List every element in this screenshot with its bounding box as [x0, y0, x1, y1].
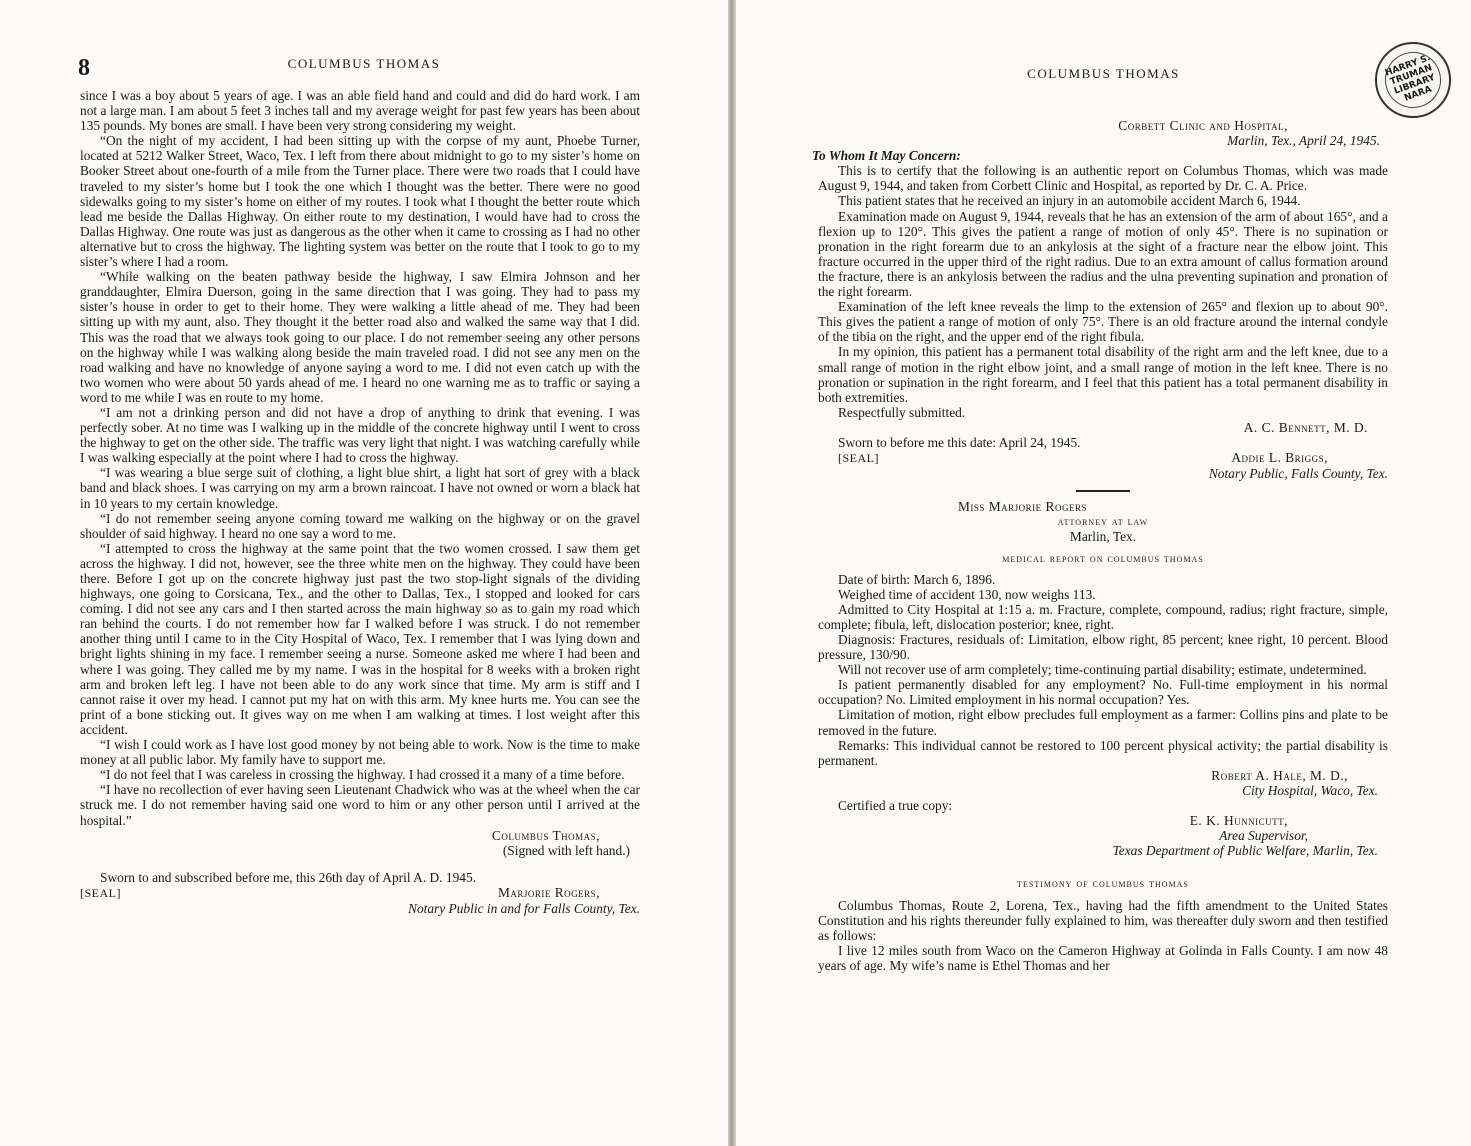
- letter-paragraph: In my opinion, this patient has a permanent total disability of the right arm and the left knee, due to a small range of motion in the right elbow joint, and a small range of motion in the left knee. There is no pronation or supination in the right forearm, and I feel that this patient has a total permanent disability in both extremities.: [818, 344, 1388, 405]
- paragraph: “I have no recollection of ever having seen Lieutenant Chadwick who was at the wheel when the car struck me. I do not remember having said one word to him or any other person until I arrived at the hospital.”: [80, 782, 640, 828]
- testimony-paragraph: Columbus Thomas, Route 2, Lorena, Tex., having had the fifth amendment to the United States Constitution and his rights thereunder fully explained to him, was thereafter duly sworn and then testified as follows:: [818, 897, 1388, 943]
- letter-paragraph: Respectfully submitted.: [838, 404, 966, 420]
- paragraph: “I wish I could work as I have lost good money by not being able to work. Now is the time to make money at all public labor. My family have to support me.: [80, 737, 640, 768]
- supervisor-org: Texas Department of Public Welfare, Marlin, Tex.: [1112, 843, 1378, 859]
- seal-label: [SEAL]: [838, 451, 879, 466]
- running-head-left: COLUMBUS THOMAS: [287, 56, 441, 71]
- report-line: Limitation of motion, right elbow precludes full employment as a farmer: Collins pins and plate to be removed in the future.: [818, 707, 1388, 738]
- testimony-paragraph: I live 12 miles south from Waco on the Cameron Highway at Golinda in Falls County. I am now 48 years of age. My wife’s name is Ethel Thomas and her: [818, 942, 1388, 973]
- left-column: [80, 88, 640, 916]
- paragraph: “I do not remember seeing anyone coming toward me walking on the highway or on the gravel shoulder of said highway. I heard no one say a word to me.: [80, 510, 640, 541]
- left-page: [0, 0, 728, 1146]
- paragraph: “I attempted to cross the highway at the same point that the two women crossed. I saw them get across the highway. I did not, however, see the three white men on the highway. They could have been there. Before I got up on the concrete highway just past the two stop-light signals of the dividing highways, one going to Corsicana, Tex., and the other to Dallas, Tex., I stopped and looked for cars coming. I did not see any cars and I then started across the main highway so as to gain my road which ran behind the courts. I do not remember how far I walked before I was struck. I do not remember another thing until I came to in the City Hospital of Waco, Tex. I remember that I was lying down and bright lights shining in my face. I remember seeing a nurse. Someone asked me where I had been and where I was going. They called me by my name. I was in the hospital for 8 weeks with a broken right arm and broken left leg. I have not been able to do any work since that time. My arm is stiff and I cannot raise it over my head. I cannot put my hat on with this arm. My knee hurts me. You can see the print of a bone sticking out. It gives way on me when I am walking at times. I lost weight after this accident.: [80, 540, 640, 737]
- letterhead-name: Corbett Clinic and Hospital,: [1118, 118, 1288, 133]
- report-line: Admitted to City Hospital at 1:15 a. m. Fracture, complete, compound, radius; right fracture, simple, complete; fibula, left, dislocation posterior; knee, right.: [818, 601, 1388, 632]
- notary-name: Marjorie Rogers,: [497, 884, 600, 900]
- letter-paragraph: This is to certify that the following is an authentic report on Columbus Thomas, which was made August 9, 1944, and taken from Corbett Clinic and Hospital, as reported by Dr. C. A. Price.: [818, 163, 1388, 194]
- library-stamp-icon: [1375, 42, 1451, 118]
- attorney-place: Marlin, Tex.: [1069, 529, 1137, 545]
- letterhead-place: Marlin, Tex., April 24, 1945.: [1227, 133, 1380, 149]
- testimony-heading: testimony of columbus thomas: [1017, 876, 1189, 891]
- paragraph: “I am not a drinking person and did not have a drop of anything to drink that evening. I was perfectly sober. At no time was I walking up in the middle of the concrete highway until I went to cross the highway to get on the other side. The traffic was very light that night. I was watching carefully while I was walking especially at the point where I had to cross the highway.: [80, 404, 640, 466]
- paragraph: “On the night of my accident, I had been sitting up with the corpse of my aunt, Phoebe Turner, located at 5212 Walker Street, Waco, Tex. I left from there about midnight to go to my sister’s home on Booker Street about one-fourth of a mile from the Turner place. There were two roads that I could have traveled to my sister’s home but I took the one which I thought was the better. There were no good sidewalks going to my sister’s home on either of my routes. I took what I thought the better route which lead me beside the Dallas Highway. On either route to my destination, I would have had to cross the Dallas Highway. One route was just as dangerous as the other when it came to crossing as I had no other alternative but to cross the highway. The lighting system was better on the route that I took to go to my sister’s where I had a room.: [80, 133, 640, 270]
- report-line: Weighed time of accident 130, now weighs 113.: [838, 586, 1096, 602]
- salutation: To Whom It May Concern:: [812, 148, 961, 164]
- running-head-right: COLUMBUS THOMAS: [1027, 66, 1180, 81]
- doctor-name: A. C. Bennett, M. D.: [1243, 419, 1368, 435]
- paragraph: “I was wearing a blue serge suit of clothing, a light blue shirt, a light hat sort of grey with a black band and black shoes. I was carrying on my arm a brown raincoat. I have not owned or worn a black hat in 10 years to my certain knowledge.: [80, 465, 640, 511]
- sworn-statement: Sworn to and subscribed before me, this 26th day of April A. D. 1945.: [100, 869, 477, 885]
- supervisor-title: Area Supervisor,: [1219, 828, 1308, 844]
- certified-line: Certified a true copy:: [838, 798, 953, 814]
- supervisor-name: E. K. Hunnicutt,: [1189, 813, 1288, 829]
- letter-paragraph: This patient states that he received an injury in an automobile accident March 6, 1944.: [838, 193, 1301, 209]
- paragraph: “While walking on the beaten pathway beside the highway, I saw Elmira Johnson and her granddaughter, Elmira Duerson, going in the same direction that I was going. They had to pass my sister’s house in order to get to their home. They were walking a little ahead of me. They had been sitting up with my aunt, also. They thought it the better road also and walked the same way that I did. This was the road that we always took going to our place. I do not remember seeing any other persons on the highway while I was walking along beside the main traveled road. I did not see any men on the road walking and have no knowledge of anyone saying a word to me. I did not even catch up with the two women who were about 50 yards ahead of me. I heard no one warning me as to traffic or saying a word to me while I was en route to my home.: [80, 269, 640, 405]
- library-stamp-text: HARRY S. TRUMAN LIBRARY NARA: [1377, 44, 1449, 116]
- section-divider: [1076, 490, 1130, 492]
- notary-name: Addie L. Briggs,: [1231, 450, 1328, 466]
- paragraph: since I was a boy about 5 years of age. I was an able field hand and could and did do hard work. I am not a large man. I am about 5 feet 3 inches tall and my average weight for past few years has been about 135 pounds. My bones are small. I have been very strong considering my weight.: [80, 88, 640, 134]
- letter-paragraph: Examination made on August 9, 1944, reveals that he has an extension of the arm of about 165°, and a flexion up to 120°. This gives the patient a range of motion of only 45°. There is no supination or pronation in the right forearm due to an ankylosis at the sight of a fracture near the elbow joint. This fracture occurred in the upper third of the right radius. Due to an extra amount of callus formation around the fracture, there is an ankylosis between the radius and the ulna preventing supination and pronation of the right forearm.: [818, 208, 1388, 300]
- right-page: [736, 0, 1471, 1146]
- report-line: Date of birth: March 6, 1896.: [838, 571, 996, 587]
- letter-paragraph: Examination of the left knee reveals the limp to the extension of 265° and flexion up to about 90°. This gives the patient a range of motion of only 75°. There is an old fracture around the internal condyle of the tibia on the right, and the upper end of the right fibula.: [818, 299, 1388, 345]
- report-doctor-place: City Hospital, Waco, Tex.: [1242, 782, 1378, 798]
- right-column: [812, 118, 1388, 973]
- report-line: Is patient permanently disabled for any employment? No. Full-time employment in his normal occupation? No. Limited employment in his normal occupation? Yes.: [818, 677, 1388, 708]
- sworn-statement: Sworn to before me this date: April 24, 1945.: [838, 434, 1081, 450]
- seal-label: [SEAL]: [80, 885, 121, 900]
- report-line: Remarks: This individual cannot be restored to 100 percent physical activity; the partial disability is permanent.: [818, 737, 1388, 768]
- notary-title: Notary Public, Falls County, Tex.: [1208, 466, 1388, 482]
- paragraph: “I do not feel that I was careless in crossing the highway. I had crossed it a many of a time before.: [100, 767, 625, 783]
- report-doctor: Robert A. Hale, M. D.,: [1211, 767, 1348, 783]
- report-line: Diagnosis: Fractures, residuals of: Limitation, elbow right, 85 percent; knee right, 10 percent. Blood pressure, 130/90.: [818, 632, 1388, 663]
- notary-title: Notary Public in and for Falls County, Tex.: [408, 900, 640, 916]
- signature-note: (Signed with left hand.): [502, 842, 630, 858]
- attorney-name: Miss Marjorie Rogers: [958, 499, 1087, 515]
- report-line: Will not recover use of arm completely; time-continuing partial disability; estimate, undetermined.: [838, 662, 1367, 678]
- page-number: 8: [78, 55, 90, 81]
- book-gutter: [728, 0, 736, 1146]
- signature-name: Columbus Thomas,: [491, 827, 600, 843]
- report-heading: medical report on columbus thomas: [1002, 550, 1204, 565]
- attorney-title: attorney at law: [1057, 514, 1149, 529]
